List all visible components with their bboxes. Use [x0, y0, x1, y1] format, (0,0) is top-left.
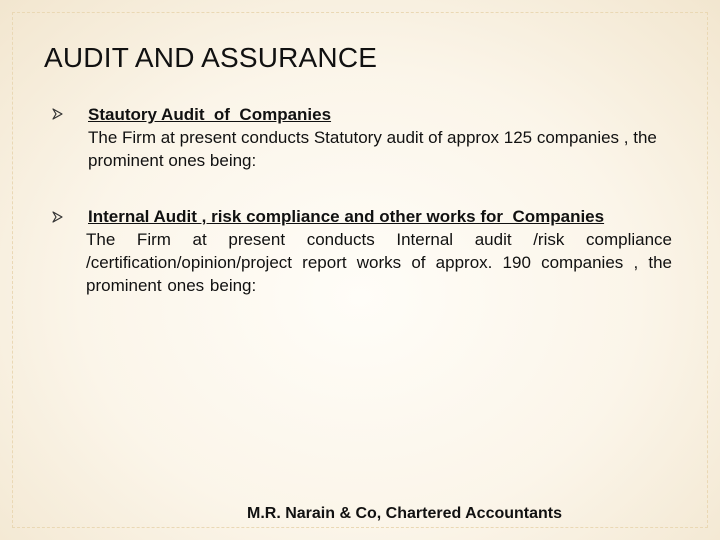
section-text: The Firm at present conducts Statutory audit of approx 125 companies , the prominent ones being: [88, 128, 657, 170]
section-internal-audit [88, 205, 672, 297]
section-heading: Stautory Audit of Companies [88, 105, 332, 124]
arrow-bullet-icon [52, 211, 64, 223]
footer-firm-name: M.R. Narain & Co, Chartered Accountants [247, 505, 563, 522]
slide-title: AUDIT AND ASSURANCE [44, 42, 378, 73]
section-statutory-audit [88, 103, 672, 172]
section-heading: Internal Audit , risk compliance and other works for Companies [88, 207, 605, 226]
arrow-bullet-icon [52, 108, 64, 120]
section-text: The Firm at present conducts Internal audit /risk compliance /certification/opinion/project report works of approx. 190 companies , the prominent ones being: [86, 230, 672, 295]
